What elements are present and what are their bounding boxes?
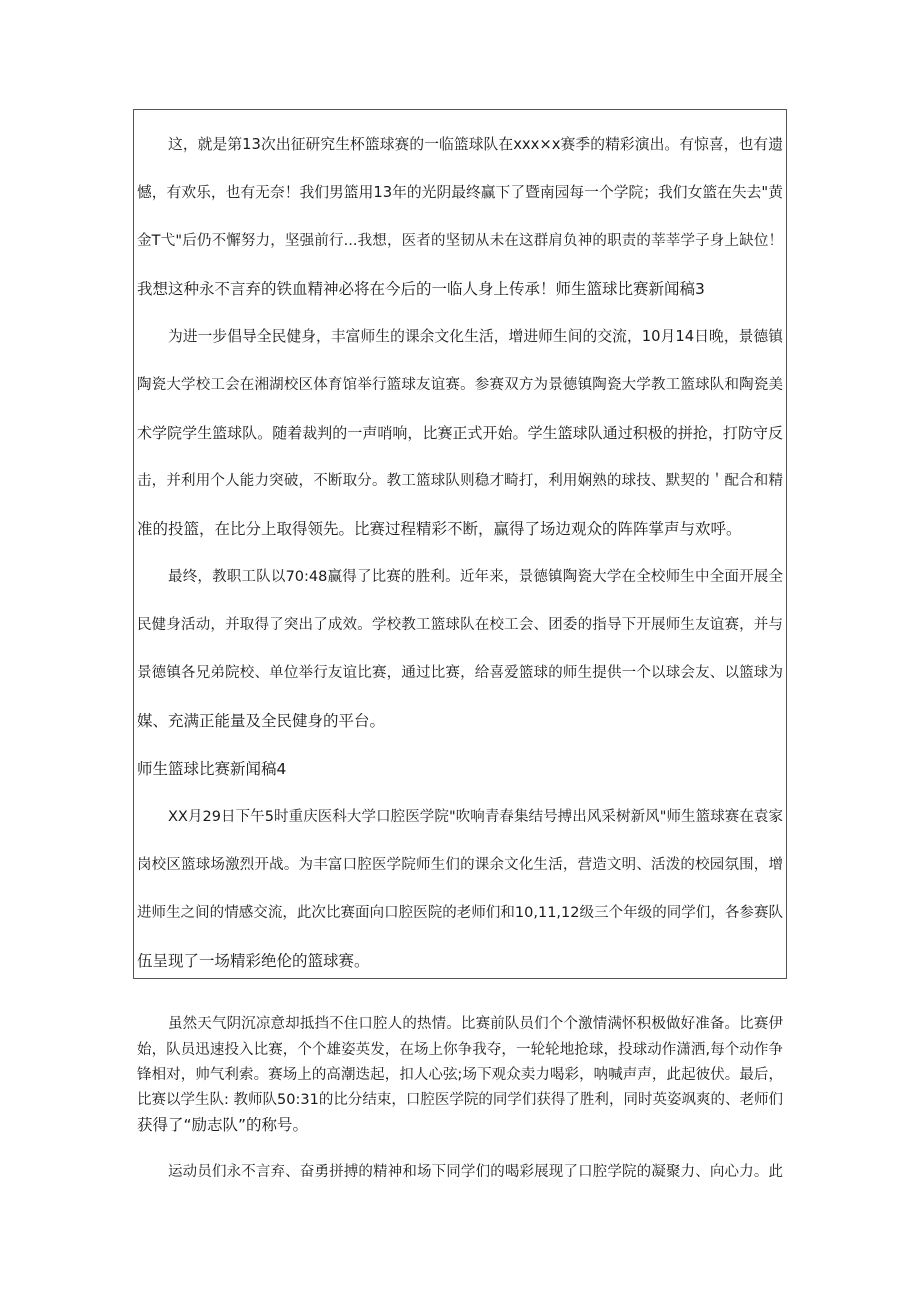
section-heading-4: 师生篮球比赛新闻稿4 xyxy=(137,760,287,778)
paragraph-1-line-3: 金T弋"后仍不懈努力，坚强前行...我想，医者的坚韧从未在这群肩负神的职责的莘莘学子身上缺位！ xyxy=(137,233,783,249)
paragraph-1-line-1: 这，就是第13次出征研究生杯篮球赛的一临篮球队在xxx×x赛季的精彩演出。有惊喜，也有遗 xyxy=(168,136,783,153)
paragraph-1-line-4: 我想这种永不言弃的铁血精神必将在今后的一临人身上传承！师生篮球比赛新闻稿3 xyxy=(137,280,705,298)
paragraph-4-line-3: 进师生之间的情感交流，此次比赛面向口腔医院的老师们和10,11,12级三个年级的同学们，各参赛队 xyxy=(137,905,783,921)
paragraph-4-line-2: 岗校区篮球场激烈开战。为丰富口腔医学院师生们的课余文化生活，营造文明、活泼的校园氛围，增 xyxy=(137,857,783,873)
paragraph-3-line-4: 媒、充满正能量及全民健身的平台。 xyxy=(137,712,386,730)
paragraph-2-line-1: 为进一步倡导全民健身，丰富师生的课余文化生活，增进师生间的交流，10月14日晚，景德镇 xyxy=(168,328,783,345)
paragraph-4-line-4: 伍呈现了一场精彩绝伦的篮球赛。 xyxy=(137,952,370,970)
paragraph-5-line-3: 锋相对，帅气利索。赛场上的高潮迭起，扣人心弦;场下观众卖力喝彩，呐喊声声，此起彼伏。最后， xyxy=(137,1067,783,1083)
paragraph-2-line-4: 击，并利用个人能力突破，不断取分。教工篮球队则稳才畸打，利用娴熟的球技、默契的＇配合和精 xyxy=(137,473,783,489)
paragraph-3-line-3: 景德镇各兄弟院校、单位举行友谊比赛，通过比赛，给喜爱篮球的师生提供一个以球会友、以篮球为 xyxy=(137,665,783,681)
paragraph-1-line-2: 憾，有欢乐，也有无奈！我们男篮用13年的光阴最终赢下了暨南园每一个学院；我们女篮在失去"黄 xyxy=(137,184,783,201)
paragraph-5-line-2: 始，队员迅速投入比赛，个个雄姿英发，在场上你争我夺，一轮轮地抢球，投球动作潇洒,每个动作争 xyxy=(137,1042,783,1058)
paragraph-2-line-5: 准的投篮，在比分上取得领先。比赛过程精彩不断，赢得了场边观众的阵阵掌声与欢呼。 xyxy=(137,520,742,538)
paragraph-5-line-1: 虽然天气阴沉凉意却抵挡不住口腔人的热情。比赛前队员们个个激情满怀积极做好准备。比赛伊 xyxy=(168,1016,783,1032)
paragraph-3-line-2: 民健身活动，并取得了突出了成效。学校教工篮球队在校工会、团委的指导下开展师生友谊赛，并与 xyxy=(137,617,783,633)
paragraph-2-line-3: 术学院学生篮球队。随着裁判的一声哨响，比赛正式开始。学生篮球队通过积极的拼抢，打防守反 xyxy=(137,424,783,442)
paragraph-5-line-5: 获得了“励志队”的称号。 xyxy=(137,1116,309,1134)
paragraph-6-line-1: 运动员们永不言弃、奋勇拼搏的精神和场下同学们的喝彩展现了口腔学院的凝聚力、向心力。此 xyxy=(168,1164,783,1180)
paragraph-5-line-4: 比赛以学生队: 教师队50:31的比分结束，口腔医学院的同学们获得了胜利，同时英姿飒爽的、老师们 xyxy=(137,1092,783,1108)
paragraph-2-line-2: 陶瓷大学校工会在湘湖校区体育馆举行篮球友谊赛。参赛双方为景德镇陶瓷大学教工篮球队和陶瓷美 xyxy=(137,377,783,393)
paragraph-3-line-1: 最终，教职工队以70:48赢得了比赛的胜利。近年来，景德镇陶瓷大学在全校师生中全面开展全 xyxy=(168,569,783,585)
paragraph-4-line-1: XX月29日下午5时重庆医科大学口腔医学院"吹响青春集结号搏出风采树新风"师生篮球赛在袁家 xyxy=(168,809,783,825)
